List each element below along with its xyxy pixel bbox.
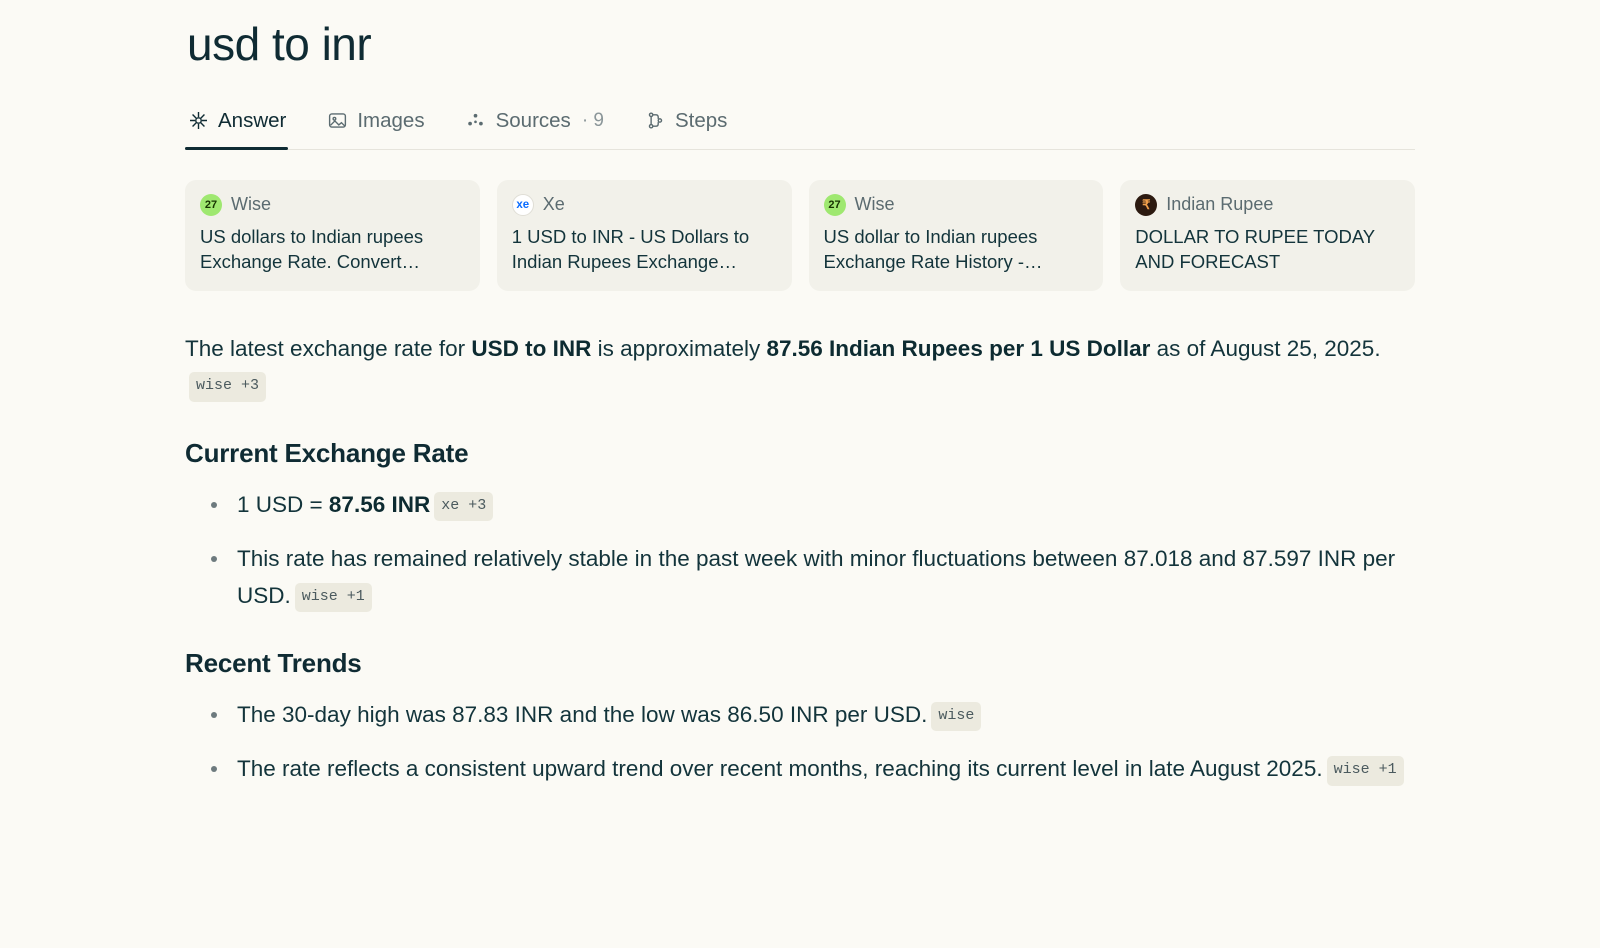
perplexity-answer-icon [187,110,209,132]
bullet-text: The 30-day high was 87.83 INR and the low was 86.50 INR per USD. [237,702,928,728]
bullet-text: This rate has remained relatively stable in the past week with minor fluctuations between 87.018 and 87.597 INR per USD. [237,546,1396,608]
tab-images-label: Images [357,108,425,132]
tab-sources-label: Sources [495,108,571,132]
tab-answer-label: Answer [218,108,287,132]
sources-dots-icon [465,110,487,132]
intro-bold-1: USD to INR [471,335,592,361]
source-card-site: Wise [854,194,895,215]
source-card-site: Wise [231,194,271,215]
steps-branch-icon [644,110,666,132]
tab-images[interactable] [324,103,426,149]
source-card-site: Indian Rupee [1166,194,1274,215]
content-column [185,0,1415,788]
source-card[interactable] [809,180,1104,291]
list-item [185,751,1415,787]
intro-text-3: as of August 25, 2025. [1150,335,1381,361]
image-icon [326,110,348,132]
bullet-text: The rate reflects a consistent upward trend over recent months, reaching its current level in late August 2025. [237,756,1323,782]
source-card-header [1135,194,1400,216]
tab-answer[interactable] [185,103,288,149]
source-card-title: US dollar to Indian rupees Exchange Rate History -… [823,225,1043,272]
tab-steps-label: Steps [675,108,728,132]
source-card[interactable] [185,180,480,291]
source-card-title: US dollars to Indian rupees Exchange Rate. Convert… [200,225,424,272]
citation-chip[interactable]: wise [931,702,981,731]
source-card[interactable] [1120,180,1415,291]
list-item [185,487,1415,523]
citation-chip[interactable]: wise +3 [189,372,266,401]
source-card-site: Xe [542,194,565,215]
intro-text-1: The latest exchange rate for [185,335,472,361]
tab-sources-count: · 9 [581,109,604,131]
source-card-list [185,180,1415,291]
intro-bold-2: 87.56 Indian Rupees per 1 US Dollar [766,335,1151,361]
bullet-text: 1 USD = [237,491,329,517]
answer-body [185,331,1415,788]
source-card-title: DOLLAR TO RUPEE TODAY AND FORECAST [1135,225,1375,272]
source-card[interactable] [497,180,792,291]
page-title: usd to inr [187,18,372,70]
tab-bar [185,103,1415,150]
wise-favicon: 27 [824,194,846,216]
source-card-header [200,194,465,216]
bullet-list-recent-trends [185,697,1415,788]
answer-intro-paragraph [185,331,1415,404]
list-item [185,697,1415,733]
source-card-header [824,194,1089,216]
citation-chip[interactable]: wise +1 [295,583,372,612]
tab-sources[interactable] [463,103,606,149]
bullet-list-current-exchange-rate [185,487,1415,614]
list-item [185,541,1415,614]
intro-text-2: is approximately [591,335,767,361]
source-card-title: 1 USD to INR - US Dollars to Indian Rupees Exchange… [511,225,750,272]
citation-chip[interactable]: wise +1 [1327,756,1404,785]
section-heading-current-exchange-rate: Current Exchange Rate [185,437,469,468]
xe-favicon: xe [512,194,534,216]
tab-steps[interactable] [642,103,729,149]
citation-chip[interactable]: xe +3 [434,492,493,521]
wise-favicon: 27 [200,194,222,216]
bullet-bold: 87.56 INR [328,491,431,517]
source-card-header [512,194,777,216]
indian-rupee-favicon: ₹ [1135,194,1157,216]
section-heading-recent-trends: Recent Trends [185,648,362,679]
